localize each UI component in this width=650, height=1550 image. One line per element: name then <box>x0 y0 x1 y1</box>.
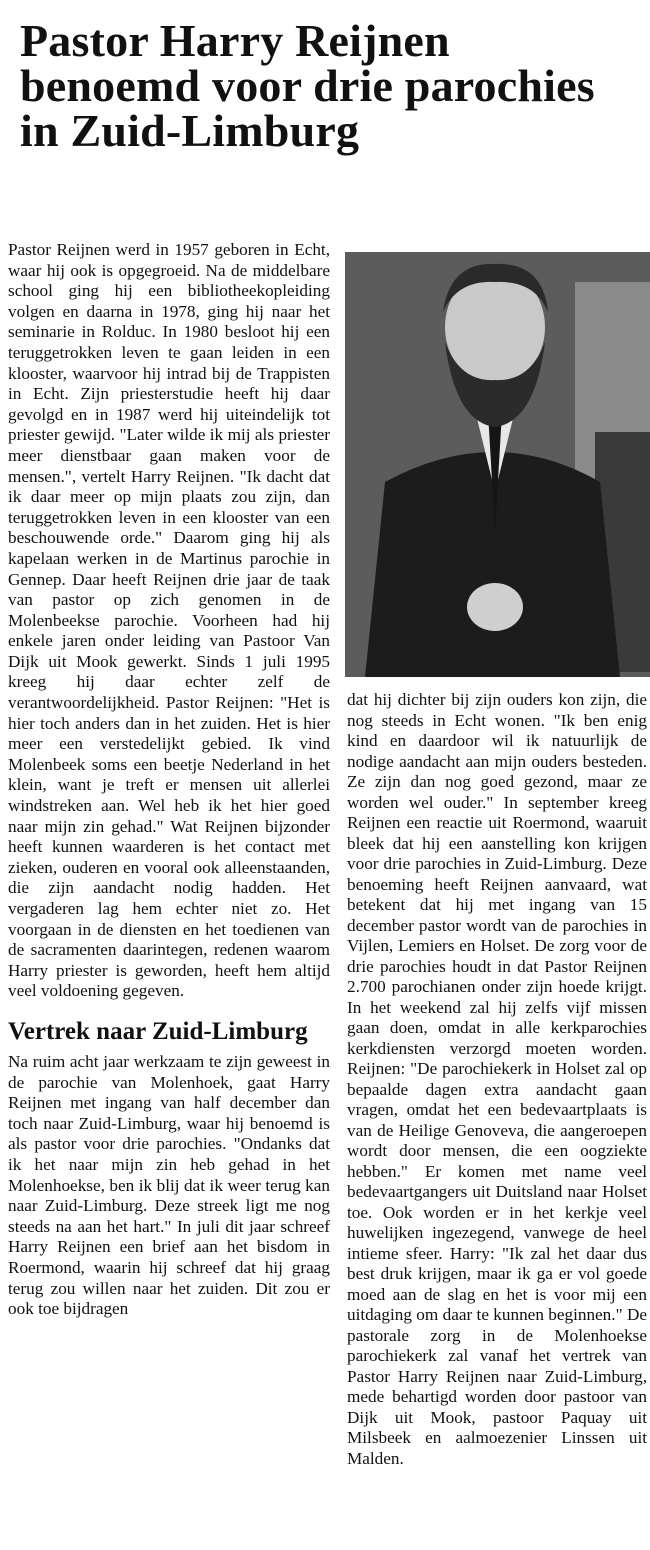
intro-paragraph: Pastor Reijnen werd in 1957 geboren in Echt, waar hij ook is opgegroeid. Na de middelbare school ging hij een bibliotheekopleiding volgen en daarna in 1978, ging hij naar het seminarie in Rolduc. In 1980 besloot hij een teruggetrokken leven te gaan leiden in een klooster, waarvoor hij intrad bij de Trappisten in Echt. Zijn priesterstudie heeft hij daar gevolgd en in 1987 werd hij uiteindelijk tot priester gewijd. "Later wilde ik mij als priester meer dienstbaar gaan maken voor de mensen.", vertelt Harry Reijnen. "Ik dacht dat ik daar meer op mijn plaats zou zijn, dan teruggetrokken leven in een klooster van een beschouwende orde." Daarom ging hij als kapelaan werken in de Martinus parochie in Gennep. Daar heeft Reijnen drie jaar de taak van pastor op zich genomen in de Molenbeekse parochie. Voorheen had hij enkele jaren onder leiding van Pastoor Van Dijk uit Mook gewerkt. Sinds 1 juli 1995 kreeg hij daar echter zelf de verantwoordelijkheid. Pastor Reijnen: "Het is hier toch anders dan in het zuiden. Het is hier meer een verstedelijkt gebied. Ik vind Molenbeek soms een beetje Nederland in het klein, want je treft er mensen uit allerlei windstreken aan. Wel heb ik het hier goed naar mijn zin gehad." Wat Reijnen bijzonder heeft kunnen waarderen is het contact met zieken, ouderen en vooral ook alleenstaanden, die zijn aandacht nodig hadden. Het vergaderen lag hem echter niet zo. Het voorgaan in de diensten en het toedienen van de sacramenten daarintegen, redenen waarom Harry priester is geworden, heeft hem altijd veel voldoening gegeven. <box>8 240 330 1001</box>
right-column <box>347 690 647 1469</box>
continuation-paragraph: dat hij dichter bij zijn ouders kon zijn, die nog steeds in Echt wonen. "Ik ben enig kind en daardoor wil ik natuurlijk de nodige aandacht aan mijn ouders besteden. Ze zijn dan nog goed gezond, maar ze worden wel ouder." In september kreeg Reijnen een reactie uit Roermond, waaruit bleek dat hij een aanstelling kon krijgen voor drie parochies in Zuid-Limburg. Deze benoeming heeft Reijnen aanvaard, wat betekent dat hij met ingang van 15 december pastor wordt van de parochies in Vijlen, Lemiers en Holset. De zorg voor de drie parochies houdt in dat Pastor Reijnen 2.700 parochianen onder zijn hoede krijgt. In het weekend zal hij zelfs vijf missen gaan doen, omdat in alle kerkparochies kerkdiensten verzorgd moeten worden. Reijnen: "De parochiekerk in Holset zal op bepaalde dagen extra aandacht gaan vragen, omdat het een bedevaartplaats is van de Heilige Genoveva, die aangeroepen wordt door mensen, die een oogziekte hebben." Er komen met name veel bedevaartgangers uit Duitsland naar Holset toe. Ook worden er in het kerkje veel huwelijken ingezegend, vanwege de heel intieme sfeer. Harry: "Ik zal het daar dus best druk krijgen, maar ik ga er vol goede moed aan de slag en het is voor mij een uitdaging om daar te kunnen beginnen." De pastorale zorg in de Molenhoekse parochiekerk zal vanaf het vertrek van Pastor Harry Reijnen naar Zuid-Limburg, mede behartigd worden door pastoor van Dijk uit Mook, pastoor Paquay uit Milsbeek en aalmoezenier Linssen uit Malden. <box>347 690 647 1468</box>
left-column <box>8 240 330 1320</box>
article-headline: Pastor Harry Reijnen benoemd voor drie parochies in Zuid-Limburg <box>20 15 595 156</box>
section2-paragraph: Na ruim acht jaar werkzaam te zijn geweest in de parochie van Molenhoek, gaat Harry Reijnen met ingang van half december dan toch naar Zuid-Limburg, waar hij benoemd is als pastor voor drie parochies. "Ondanks dat ik het naar mijn zin heb gehad in het Molenhoekse, ben ik blij dat ik weer terug kan naar Zuid-Limburg. Deze streek ligt me nog steeds na aan het hart." In juli dit jaar schreef Harry Reijnen een brief aan het bisdom in Roermond, waarin hij schreef dat hij graag terug zou willen naar het zuiden. Dit zou er ook toe bijdragen <box>8 1051 330 1319</box>
pastor-portrait-photo <box>345 252 650 677</box>
section-subheading: Vertrek naar Zuid-Limburg <box>8 1017 308 1045</box>
